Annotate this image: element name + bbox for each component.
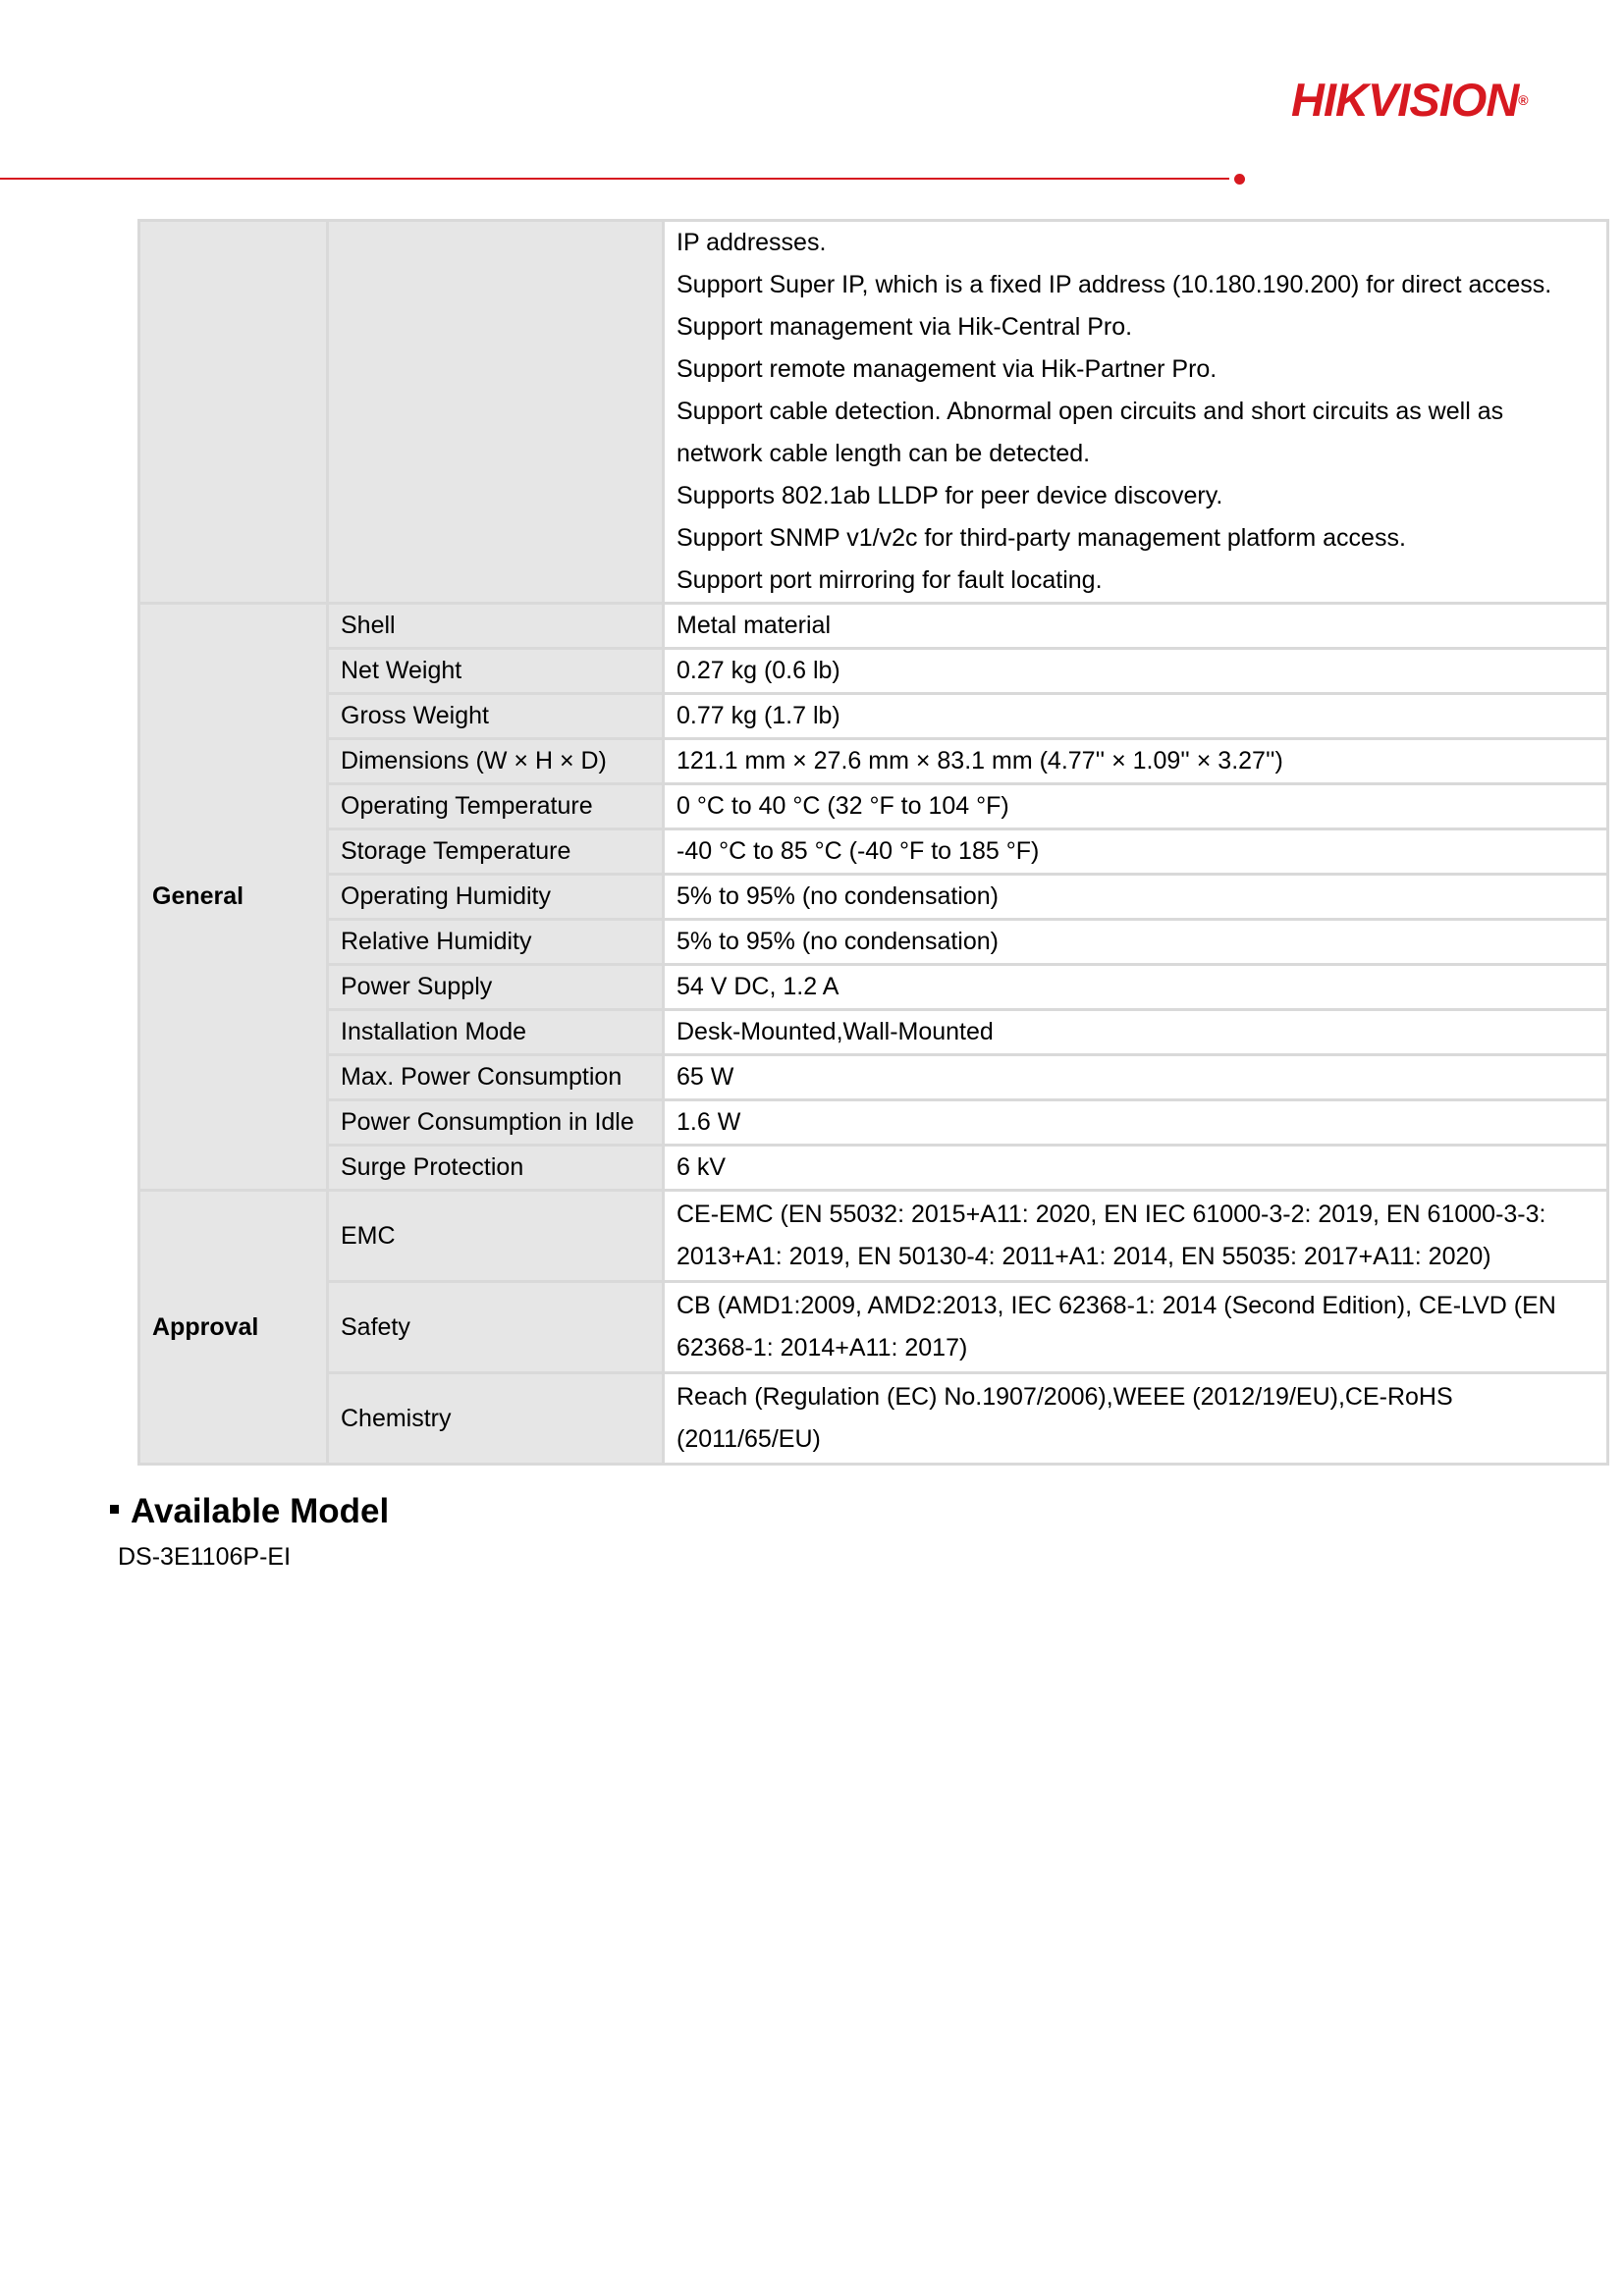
spec-label: Surge Protection <box>328 1146 664 1191</box>
hikvision-logo <box>1291 71 1566 130</box>
table-row <box>139 1146 1608 1191</box>
table-row <box>139 875 1608 920</box>
spec-table <box>137 219 1609 1466</box>
logo-registered-mark: ® <box>1518 92 1528 108</box>
spec-value-line: Reach (Regulation (EC) No.1907/2006),WEEE (2012/19/EU),CE-RoHS <box>677 1383 1453 1411</box>
management-row <box>139 221 1608 604</box>
management-line: Support remote management via Hik-Partner Pro. <box>677 355 1218 383</box>
table-row <box>139 920 1608 965</box>
management-line: Support Super IP, which is a fixed IP address (10.180.190.200) for direct access. <box>677 271 1552 298</box>
table-row <box>139 965 1608 1010</box>
logo-hik: HIK <box>1291 74 1368 126</box>
spec-label: Safety <box>328 1282 664 1373</box>
spec-value: 6 kV <box>664 1146 1608 1191</box>
spec-value: Metal material <box>664 604 1608 649</box>
table-row <box>139 1373 1608 1465</box>
table-row <box>139 1282 1608 1373</box>
table-row <box>139 1055 1608 1100</box>
square-bullet-icon <box>110 1505 119 1514</box>
approval-category-cell: Approval <box>139 1191 328 1465</box>
spec-label: Net Weight <box>328 649 664 694</box>
spec-value: Desk-Mounted,Wall-Mounted <box>664 1010 1608 1055</box>
spec-value: 65 W <box>664 1055 1608 1100</box>
spec-label: Dimensions (W × H × D) <box>328 739 664 784</box>
spec-label: Power Supply <box>328 965 664 1010</box>
spec-value: 0.27 kg (0.6 lb) <box>664 649 1608 694</box>
table-row <box>139 1010 1608 1055</box>
management-value-cell <box>664 221 1608 604</box>
spec-label: Gross Weight <box>328 694 664 739</box>
spec-label: Operating Temperature <box>328 784 664 829</box>
management-line: Support SNMP v1/v2c for third-party management platform access. <box>677 524 1406 552</box>
management-label-cell <box>328 221 664 604</box>
logo-vision: VISION <box>1367 74 1519 126</box>
spec-label: Max. Power Consumption <box>328 1055 664 1100</box>
spec-value-line: 2013+A1: 2019, EN 50130-4: 2011+A1: 2014, EN 55035: 2017+A11: 2020) <box>677 1243 1491 1270</box>
general-category-cell: General <box>139 604 328 1191</box>
table-row <box>139 784 1608 829</box>
available-model-heading <box>110 1487 389 1536</box>
spec-label: Storage Temperature <box>328 829 664 875</box>
table-row <box>139 694 1608 739</box>
spec-value: 5% to 95% (no condensation) <box>664 875 1608 920</box>
available-model-title: Available Model <box>131 1492 390 1530</box>
spec-value-line: (2011/65/EU) <box>677 1425 821 1453</box>
spec-label: Installation Mode <box>328 1010 664 1055</box>
spec-value: 121.1 mm × 27.6 mm × 83.1 mm (4.77'' × 1.09'' × 3.27'') <box>664 739 1608 784</box>
model-number: DS-3E1106P-EI <box>118 1543 292 1571</box>
spec-label: Shell <box>328 604 664 649</box>
spec-label: Power Consumption in Idle <box>328 1100 664 1146</box>
spec-label: Relative Humidity <box>328 920 664 965</box>
spec-value-line: CE-EMC (EN 55032: 2015+A11: 2020, EN IEC 61000-3-2: 2019, EN 61000-3-3: <box>677 1201 1546 1228</box>
spec-label: Chemistry <box>328 1373 664 1465</box>
spec-value: -40 °C to 85 °C (-40 °F to 185 °F) <box>664 829 1608 875</box>
spec-value: 1.6 W <box>664 1100 1608 1146</box>
spec-value: 54 V DC, 1.2 A <box>664 965 1608 1010</box>
management-line: IP addresses. <box>677 229 827 256</box>
spec-value-line: 62368-1: 2014+A11: 2017) <box>677 1334 968 1362</box>
header-divider-line <box>0 178 1229 180</box>
spec-value: 0 °C to 40 °C (32 °F to 104 °F) <box>664 784 1608 829</box>
management-line: Support management via Hik-Central Pro. <box>677 313 1133 341</box>
spec-value <box>664 1373 1608 1465</box>
spec-label: Operating Humidity <box>328 875 664 920</box>
table-row <box>139 649 1608 694</box>
table-row <box>139 739 1608 784</box>
spec-value <box>664 1191 1608 1282</box>
spec-value-line: CB (AMD1:2009, AMD2:2013, IEC 62368-1: 2014 (Second Edition), CE-LVD (EN <box>677 1292 1556 1319</box>
management-line: Support cable detection. Abnormal open circuits and short circuits as well as <box>677 398 1504 425</box>
management-line: Support port mirroring for fault locating. <box>677 566 1103 594</box>
spec-value: 0.77 kg (1.7 lb) <box>664 694 1608 739</box>
spec-value <box>664 1282 1608 1373</box>
spec-label: EMC <box>328 1191 664 1282</box>
table-row <box>139 604 1608 649</box>
spec-value: 5% to 95% (no condensation) <box>664 920 1608 965</box>
header-divider-dot <box>1234 174 1245 185</box>
management-line: Supports 802.1ab LLDP for peer device discovery. <box>677 482 1223 509</box>
table-row <box>139 1191 1608 1282</box>
management-line: network cable length can be detected. <box>677 440 1091 467</box>
table-row <box>139 1100 1608 1146</box>
table-row <box>139 829 1608 875</box>
management-category-cell <box>139 221 328 604</box>
